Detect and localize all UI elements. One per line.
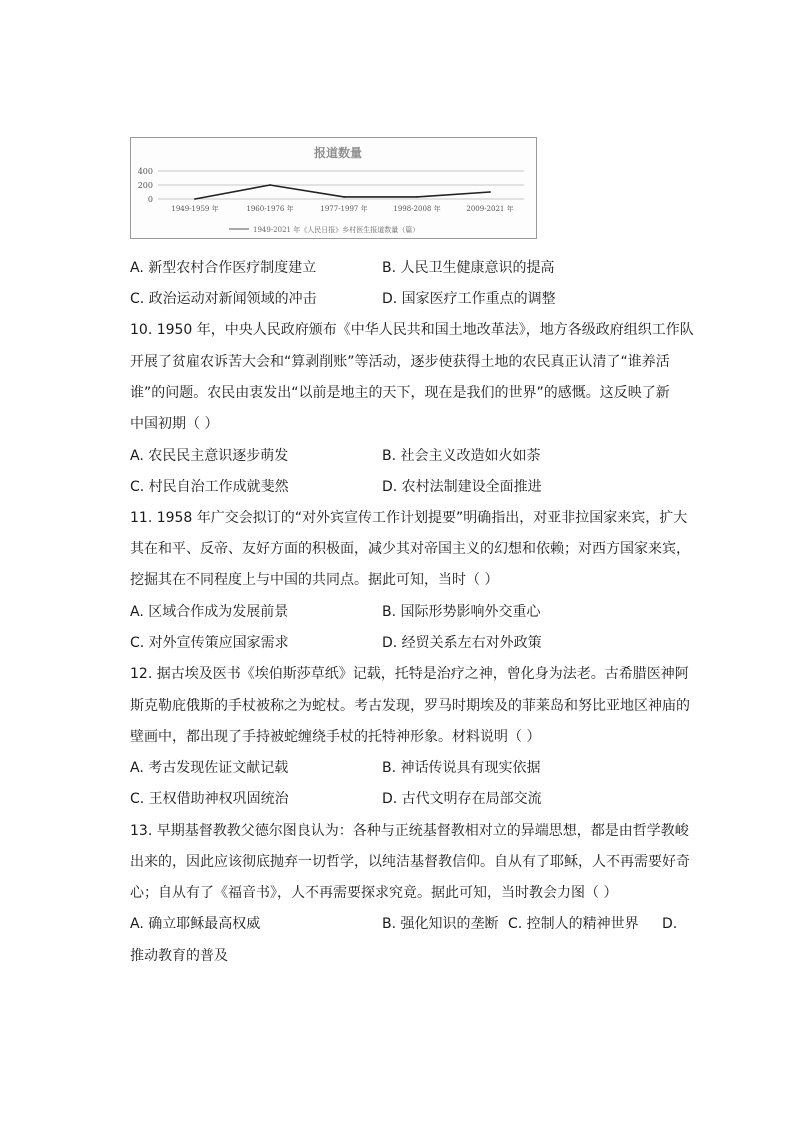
series-lines [194, 184, 491, 200]
data-point [343, 196, 345, 198]
y-tick-label: 0 [147, 195, 153, 204]
q10-stem-line1: 10. 1950 年，中央人民政府颁布《中华人民共和国土地改革法》，地方各级政府组织工作队 [130, 322, 694, 338]
q13-option-a: A. 确立耶稣最高权威 [130, 916, 261, 932]
q9-option-a: A. 新型农村合作医疗制度建立 [130, 260, 317, 276]
q12-option-d: D. 古代文明存在局部交流 [382, 791, 542, 807]
q12-option-b: B. 神话传说具有现实依据 [382, 760, 541, 776]
q13-stem-line1: 13. 早期基督教教父德尔图良认为：各种与正统基督教相对立的异端思想，都是由哲学教峻 [130, 823, 689, 839]
q10-option-a: A. 农民民主意识逐步萌发 [130, 448, 289, 464]
q11-stem-line2: 其在和平、反帝、友好方面的积极面，减少其对帝国主义的幻想和依赖；对西方国家来宾， [130, 541, 690, 557]
q13-option-d-text: 推动教育的普及 [130, 948, 228, 964]
q11-stem-line1: 11. 1958 年广交会拟订的“对外宾宣传工作计划提要”明确指出，对亚非拉国家来宾，扩大 [130, 510, 688, 526]
data-point [489, 191, 491, 193]
q12-stem-line2: 斯克勒庇俄斯的手杖被称之为蛇杖。考古发现，罗马时期埃及的菲莱岛和努比亚地区神庙的 [130, 698, 690, 714]
q13-stem-line2: 出来的，因此应该彻底抛弃一切哲学，以纯洁基督教信仰。自从有了耶稣，人不再需要好奇 [130, 854, 690, 870]
q12-stem-line3: 壁画中，都出现了手持被蛇缠绕手杖的托特神形象。材料说明（ ） [130, 729, 541, 745]
y-tick-label: 200 [137, 181, 153, 190]
data-point [194, 198, 196, 200]
data-point [416, 196, 418, 198]
series-line [195, 185, 490, 199]
q10-stem-line2: 开展了贫雇农诉苦大会和“算剥削账”等活动，逐步使获得土地的农民真正认清了“谁养活 [130, 354, 670, 370]
line-chart-svg [131, 138, 538, 240]
q12-stem-line1: 12. 据古埃及医书《埃伯斯莎草纸》记载，托特是治疗之神，曾化身为法老。古希腊医神阿 [130, 666, 689, 682]
q11-option-c: C. 对外宣传策应国家需求 [130, 635, 289, 651]
y-tick-label: 400 [137, 167, 153, 176]
x-tick-label: 1998-2008 年 [393, 205, 441, 213]
x-tick-label: 2009-2021 年 [466, 205, 514, 213]
q11-stem-line3: 挖掘其在不同程度上与中国的共同点。据此可知，当时（ ） [130, 572, 499, 588]
legend [229, 225, 419, 234]
q10-option-c: C. 村民自治工作成就斐然 [130, 479, 289, 495]
q10-option-b: B. 社会主义改造如火如荼 [382, 448, 541, 464]
q11-option-b: B. 国际形势影响外交重心 [382, 604, 541, 620]
q11-option-d: D. 经贸关系左右对外政策 [382, 635, 542, 651]
x-tick-label: 1960-1976 年 [246, 205, 294, 213]
legend-label: 1949-2021 年《人民日报》乡村医生报道数量（篇） [253, 226, 420, 234]
data-point [269, 184, 271, 186]
x-tick-label: 1977-1997 年 [320, 205, 368, 213]
q10-stem-line4: 中国初期（ ） [130, 416, 219, 432]
x-tick-labels [171, 204, 513, 213]
chart-title: 报道数量 [313, 146, 363, 160]
q12-option-a: A. 考古发现佐证文献记载 [130, 760, 289, 776]
q13-stem-line3: 心；自从有了《福音书》，人不再需要探求究竟。据此可知，当时教会力图（ ） [130, 885, 618, 901]
q9-option-c: C. 政治运动对新闻领域的冲击 [130, 291, 317, 307]
q9-option-d: D. 国家医疗工作重点的调整 [382, 291, 556, 307]
q12-option-c: C. 王权借助神权巩固统治 [130, 791, 289, 807]
q13-option-d-label: D. [662, 916, 678, 932]
q9-option-b: B. 人民卫生健康意识的提高 [382, 260, 555, 276]
q13-option-c: C. 控制人的精神世界 [508, 916, 639, 932]
x-tick-label: 1949-1959 年 [171, 205, 219, 213]
report-count-chart [130, 137, 537, 239]
y-tick-labels [138, 167, 153, 204]
q10-stem-line3: 谁”的问题。农民由衷发出“以前是地主的天下，现在是我们的世界”的感慨。这反映了新 [130, 385, 670, 401]
q10-option-d: D. 农村法制建设全面推进 [382, 479, 542, 495]
q13-option-b: B. 强化知识的垄断 [382, 916, 499, 932]
grid-lines [158, 171, 524, 199]
q11-option-a: A. 区域合作成为发展前景 [130, 604, 289, 620]
